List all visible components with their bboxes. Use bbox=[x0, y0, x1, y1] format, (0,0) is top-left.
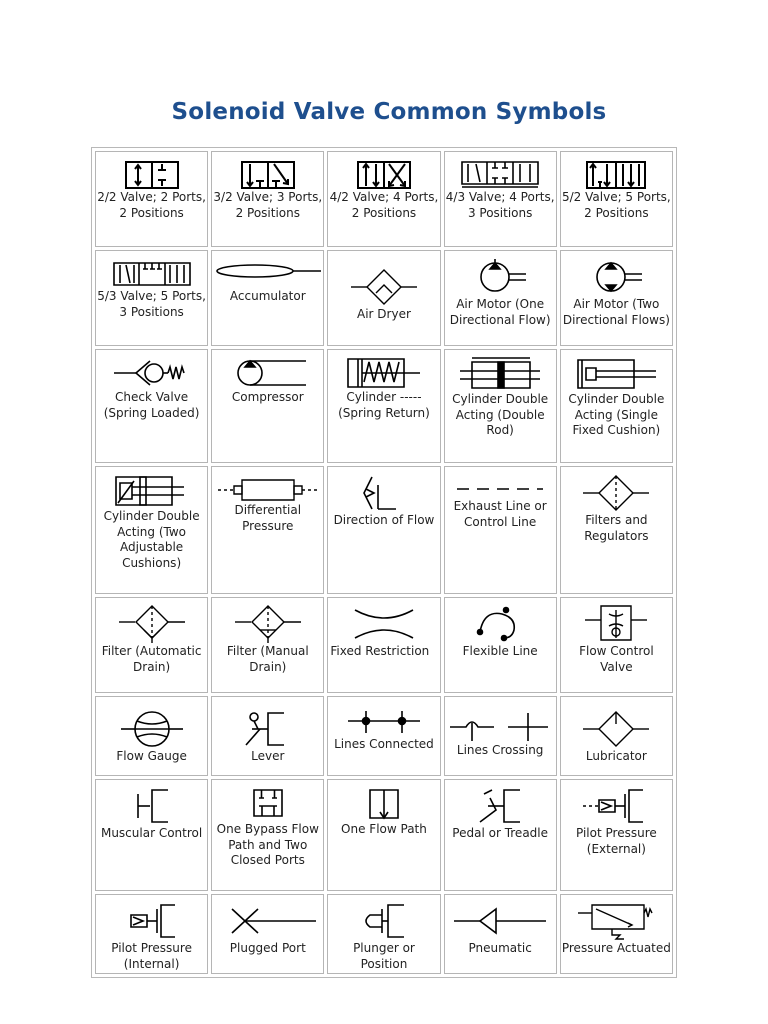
symbol-label: 2/2 Valve; 2 Ports, 2 Positions bbox=[97, 190, 206, 220]
valve-4-3-icon bbox=[460, 158, 540, 190]
symbol-cell bbox=[211, 894, 324, 974]
symbol-cell bbox=[211, 250, 324, 346]
symbol-cell bbox=[95, 151, 208, 247]
symbol-cell bbox=[560, 779, 673, 891]
filter-manual-drain-icon bbox=[233, 604, 303, 644]
symbol-label: Check Valve (Spring Loaded) bbox=[103, 390, 200, 420]
flexible-line-icon bbox=[470, 604, 530, 644]
symbol-cell bbox=[327, 696, 440, 776]
symbol-label: Lines Crossing bbox=[456, 743, 544, 757]
differential-pressure-icon bbox=[216, 477, 320, 503]
symbol-label: Lever bbox=[251, 749, 285, 763]
symbol-label: Filter (Manual Drain) bbox=[226, 644, 309, 674]
symbol-label: Plugged Port bbox=[229, 941, 306, 955]
pilot-pressure-internal-icon bbox=[117, 901, 187, 941]
symbol-label: Pedal or Treadle bbox=[452, 826, 549, 840]
symbol-cell bbox=[327, 779, 440, 891]
lines-crossing-icon bbox=[448, 711, 552, 743]
valve-4-2-icon bbox=[354, 158, 414, 190]
symbol-label: 4/2 Valve; 4 Ports, 2 Positions bbox=[329, 190, 439, 220]
symbol-label: 5/3 Valve; 5 Ports, 3 Positions bbox=[97, 289, 206, 319]
lever-icon bbox=[238, 709, 298, 749]
cylinder-two-cushions-icon bbox=[110, 473, 194, 509]
symbol-label: Lubricator bbox=[585, 749, 647, 763]
symbol-cell bbox=[444, 466, 557, 594]
symbol-label: Cylinder Double Acting (Single Fixed Cushion) bbox=[568, 392, 665, 437]
symbol-cell bbox=[560, 250, 673, 346]
symbol-label: Flow Control Valve bbox=[579, 644, 654, 674]
air-dryer-icon bbox=[349, 267, 419, 307]
pilot-pressure-external-icon bbox=[581, 786, 651, 826]
symbol-cell bbox=[444, 696, 557, 776]
symbol-label: Accumulator bbox=[229, 289, 306, 303]
air-motor-one-direction-icon bbox=[470, 257, 530, 297]
plunger-icon bbox=[354, 901, 414, 941]
symbol-cell bbox=[444, 894, 557, 974]
symbol-cell bbox=[95, 894, 208, 974]
compressor-icon bbox=[228, 356, 308, 390]
check-valve-icon bbox=[112, 356, 192, 390]
cylinder-single-cushion-icon bbox=[574, 356, 658, 392]
symbol-label: Compressor bbox=[231, 390, 304, 404]
cylinder-spring-return-icon bbox=[344, 356, 424, 390]
symbol-label: Plunger or Position bbox=[353, 941, 415, 971]
filter-automatic-drain-icon bbox=[117, 604, 187, 644]
symbol-cell bbox=[560, 894, 673, 974]
filter-regulator-icon bbox=[581, 473, 651, 513]
symbol-cell bbox=[211, 349, 324, 463]
symbol-label: Air Motor (Two Directional Flows) bbox=[562, 297, 670, 327]
symbol-label: Fixed Restriction bbox=[330, 644, 430, 658]
symbol-cell bbox=[327, 349, 440, 463]
symbol-cell bbox=[95, 466, 208, 594]
symbol-label: One Bypass Flow Path and Two Closed Ports bbox=[216, 822, 319, 867]
symbol-cell bbox=[327, 466, 440, 594]
symbol-label: Pilot Pressure (Internal) bbox=[111, 941, 192, 971]
flow-control-valve-icon bbox=[581, 604, 651, 644]
symbol-label: 5/2 Valve; 5 Ports, 2 Positions bbox=[562, 190, 671, 220]
symbol-label: Differential Pressure bbox=[234, 503, 302, 533]
valve-3-2-icon bbox=[238, 158, 298, 190]
symbol-label: Direction of Flow bbox=[333, 513, 435, 527]
symbol-label: Filter (Automatic Drain) bbox=[101, 644, 202, 674]
symbol-label: Flexible Line bbox=[462, 644, 538, 658]
symbol-cell bbox=[560, 696, 673, 776]
symbol-label: Flow Gauge bbox=[116, 749, 187, 763]
symbol-cell bbox=[95, 779, 208, 891]
symbol-label: Muscular Control bbox=[100, 826, 203, 840]
symbol-cell bbox=[444, 349, 557, 463]
symbol-cell bbox=[211, 696, 324, 776]
flow-gauge-icon bbox=[117, 709, 187, 749]
symbol-label: Cylinder Double Acting (Two Adjustable Cushions) bbox=[103, 509, 200, 570]
exhaust-line-icon bbox=[455, 479, 545, 499]
symbol-label: Pilot Pressure (External) bbox=[576, 826, 657, 856]
cylinder-double-rod-icon bbox=[458, 356, 542, 392]
symbol-label: Cylinder Double Acting (Double Rod) bbox=[452, 392, 549, 437]
pedal-icon bbox=[470, 786, 530, 826]
symbol-cell bbox=[211, 466, 324, 594]
symbol-cell bbox=[95, 696, 208, 776]
valve-5-3-icon bbox=[112, 257, 192, 289]
valve-5-2-icon bbox=[583, 158, 649, 190]
symbol-cell bbox=[211, 779, 324, 891]
symbol-label: Air Dryer bbox=[357, 307, 411, 321]
symbol-cell bbox=[211, 597, 324, 693]
bypass-flow-path-icon bbox=[248, 786, 288, 822]
symbol-cell bbox=[327, 597, 440, 693]
lubricator-icon bbox=[581, 709, 651, 749]
symbol-cell bbox=[444, 151, 557, 247]
symbol-label: Air Motor (One Directional Flow) bbox=[449, 297, 551, 327]
symbol-cell bbox=[327, 250, 440, 346]
fixed-restriction-icon bbox=[349, 604, 419, 644]
direction-of-flow-icon bbox=[354, 473, 414, 513]
page-title: Solenoid Valve Common Symbols bbox=[171, 99, 607, 125]
symbol-label: Filters and Regulators bbox=[584, 513, 649, 543]
symbol-cell bbox=[560, 597, 673, 693]
symbol-cell bbox=[560, 349, 673, 463]
symbol-cell bbox=[444, 779, 557, 891]
symbol-label: Cylinder ----- (Spring Return) bbox=[338, 390, 430, 420]
pneumatic-icon bbox=[452, 901, 548, 941]
plugged-port-icon bbox=[218, 901, 318, 941]
valve-2-2-icon bbox=[122, 158, 182, 190]
symbol-label: 3/2 Valve; 3 Ports, 2 Positions bbox=[213, 190, 323, 220]
muscular-control-icon bbox=[122, 786, 182, 826]
symbol-cell bbox=[95, 349, 208, 463]
accumulator-icon bbox=[213, 257, 323, 289]
symbol-label: Pressure Actuated bbox=[561, 941, 671, 955]
symbol-label: Lines Connected bbox=[334, 737, 434, 751]
symbols-table bbox=[91, 147, 677, 978]
symbol-cell bbox=[211, 151, 324, 247]
lines-connected-icon bbox=[344, 707, 424, 737]
symbol-label: Pneumatic bbox=[468, 941, 532, 955]
symbol-label: 4/3 Valve; 4 Ports, 3 Positions bbox=[445, 190, 555, 220]
symbol-cell bbox=[560, 466, 673, 594]
symbol-cell bbox=[327, 894, 440, 974]
symbol-cell bbox=[327, 151, 440, 247]
symbol-cell bbox=[560, 151, 673, 247]
symbol-label: Exhaust Line or Control Line bbox=[453, 499, 547, 529]
symbol-cell bbox=[95, 250, 208, 346]
pressure-actuated-icon bbox=[576, 901, 656, 941]
symbol-label: One Flow Path bbox=[341, 822, 427, 836]
symbol-cell bbox=[95, 597, 208, 693]
symbol-cell bbox=[444, 250, 557, 346]
air-motor-two-direction-icon bbox=[586, 257, 646, 297]
one-flow-path-icon bbox=[364, 786, 404, 822]
symbol-cell bbox=[444, 597, 557, 693]
